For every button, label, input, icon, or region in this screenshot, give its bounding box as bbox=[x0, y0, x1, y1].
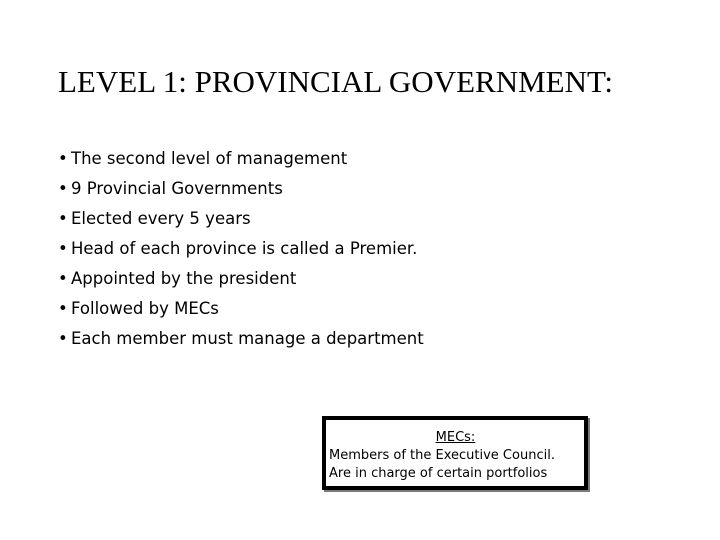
bullet-item bbox=[58, 144, 678, 174]
bullet-dot: • bbox=[58, 239, 68, 258]
mec-callout-box bbox=[322, 416, 588, 490]
bullet-item bbox=[58, 174, 678, 204]
bullet-dot: • bbox=[58, 299, 68, 318]
bullet-item bbox=[58, 324, 678, 354]
callout-line: Members of the Executive Council. bbox=[329, 448, 555, 463]
callout-title: MECs: bbox=[435, 430, 476, 445]
bullet-item bbox=[58, 234, 678, 264]
bullet-dot: • bbox=[58, 209, 68, 228]
bullet-text: Appointed by the president bbox=[71, 269, 297, 288]
bullet-item bbox=[58, 204, 678, 234]
bullet-item bbox=[58, 264, 678, 294]
bullet-text: Head of each province is called a Premier. bbox=[71, 239, 418, 258]
bullet-text: Followed by MECs bbox=[71, 299, 219, 318]
bullet-text: The second level of management bbox=[71, 149, 348, 168]
bullet-dot: • bbox=[58, 269, 68, 288]
bullet-list bbox=[58, 144, 678, 354]
bullet-dot: • bbox=[58, 329, 68, 348]
bullet-dot: • bbox=[58, 149, 68, 168]
bullet-item bbox=[58, 294, 678, 324]
slide-title: LEVEL 1: PROVINCIAL GOVERNMENT: bbox=[58, 64, 613, 99]
bullet-dot: • bbox=[58, 179, 68, 198]
bullet-text: 9 Provincial Governments bbox=[71, 179, 283, 198]
bullet-text: Each member must manage a department bbox=[71, 329, 424, 348]
bullet-text: Elected every 5 years bbox=[71, 209, 251, 228]
callout-line: Are in charge of certain portfolios bbox=[329, 466, 548, 481]
